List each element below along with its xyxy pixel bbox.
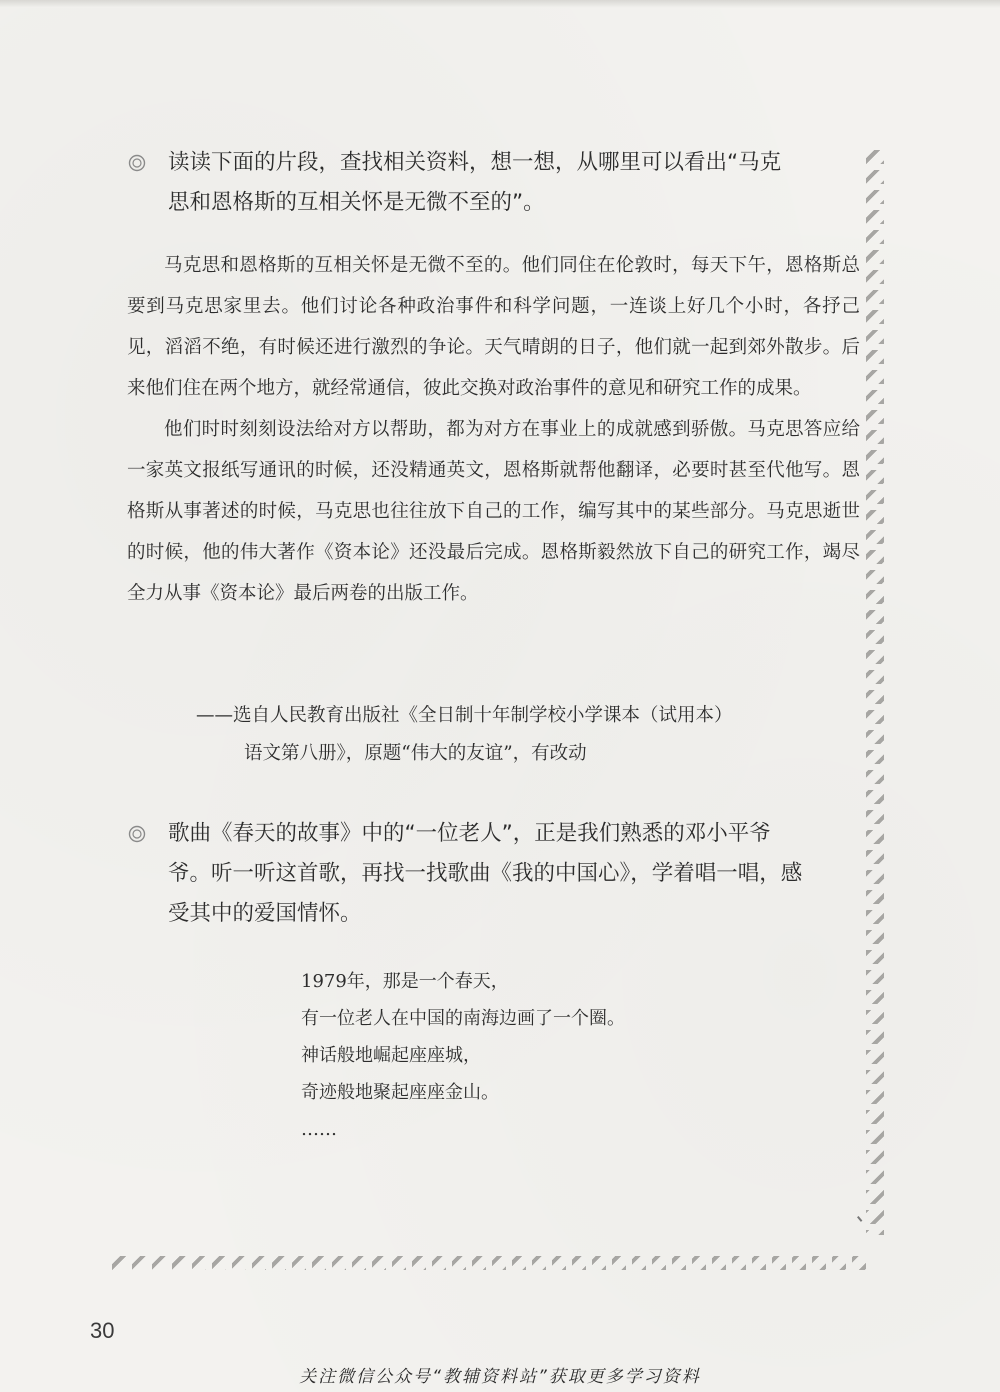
reading-prompt-line2: 思和恩格斯的互相关怀是无微不至的”。 (168, 190, 545, 215)
lyric-line: 奇迹般地聚起座座金山。 (301, 1082, 499, 1103)
excerpt-text (127, 245, 860, 614)
lyric-line: …… (301, 1119, 337, 1140)
footer-note: 关注微信公众号“教辅资料站”获取更多学习资料 (299, 1367, 701, 1387)
page-number: 30 (90, 1318, 115, 1343)
bullet-circle-icon (127, 824, 147, 844)
bullet-circle-icon (127, 153, 147, 173)
song-prompt-line3: 受其中的爱国情怀。 (168, 901, 362, 926)
song-prompt-line1: 歌曲《春天的故事》中的“一位老人”，正是我们熟悉的邓小平爷 (168, 821, 771, 846)
right-dashed-border (866, 150, 884, 1235)
lyric-line: 神话般地崛起座座城， (301, 1045, 481, 1066)
song-lyrics (301, 963, 625, 1148)
excerpt-source (196, 697, 876, 773)
excerpt-paragraph: 他们时时刻刻设法给对方以帮助，都为对方在事业上的成就感到骄傲。马克思答应给一家英文报纸写通讯的时候，还没精通英文，恩格斯就帮他翻译，必要时甚至代他写。恩格斯从事著述的时候，马克思也往往放下自己的工作，编写其中的某些部分。马克思逝世的时候，他的伟大著作《资本论》还没最后完成。恩格斯毅然放下自己的研究工作，竭尽全力从事《资本论》最后两卷的出版工作。 (127, 419, 860, 604)
bottom-dashed-border (112, 1256, 872, 1270)
song-prompt-line2: 爷。听一听这首歌，再找一找歌曲《我的中国心》，学着唱一唱，感 (168, 861, 803, 886)
excerpt-paragraph: 马克思和恩格斯的互相关怀是无微不至的。他们同住在伦敦时，每天下午，恩格斯总要到马克思家里去。他们讨论各种政治事件和科学问题，一连谈上好几个小时，各抒己见，滔滔不绝，有时候还进行激烈的争论。天气晴朗的日子，他们就一起到郊外散步。后来他们住在两个地方，就经常通信，彼此交换对政治事件的意见和研究工作的成果。 (127, 255, 860, 399)
source-line1: ——选自人民教育出版社《全日制十年制学校小学课本（试用本） (196, 705, 733, 726)
song-prompt (168, 814, 858, 934)
reading-prompt (168, 143, 858, 223)
source-line2: 语文第八册》，原题“伟大的友谊”，有改动 (244, 743, 587, 764)
lyric-line: 有一位老人在中国的南海边画了一个圈。 (301, 1008, 625, 1029)
reading-prompt-line1: 读读下面的片段，查找相关资料，想一想，从哪里可以看出“马克 (168, 150, 782, 175)
top-shadow (0, 0, 1000, 8)
lyric-line: 1979年，那是一个春天， (301, 971, 509, 992)
